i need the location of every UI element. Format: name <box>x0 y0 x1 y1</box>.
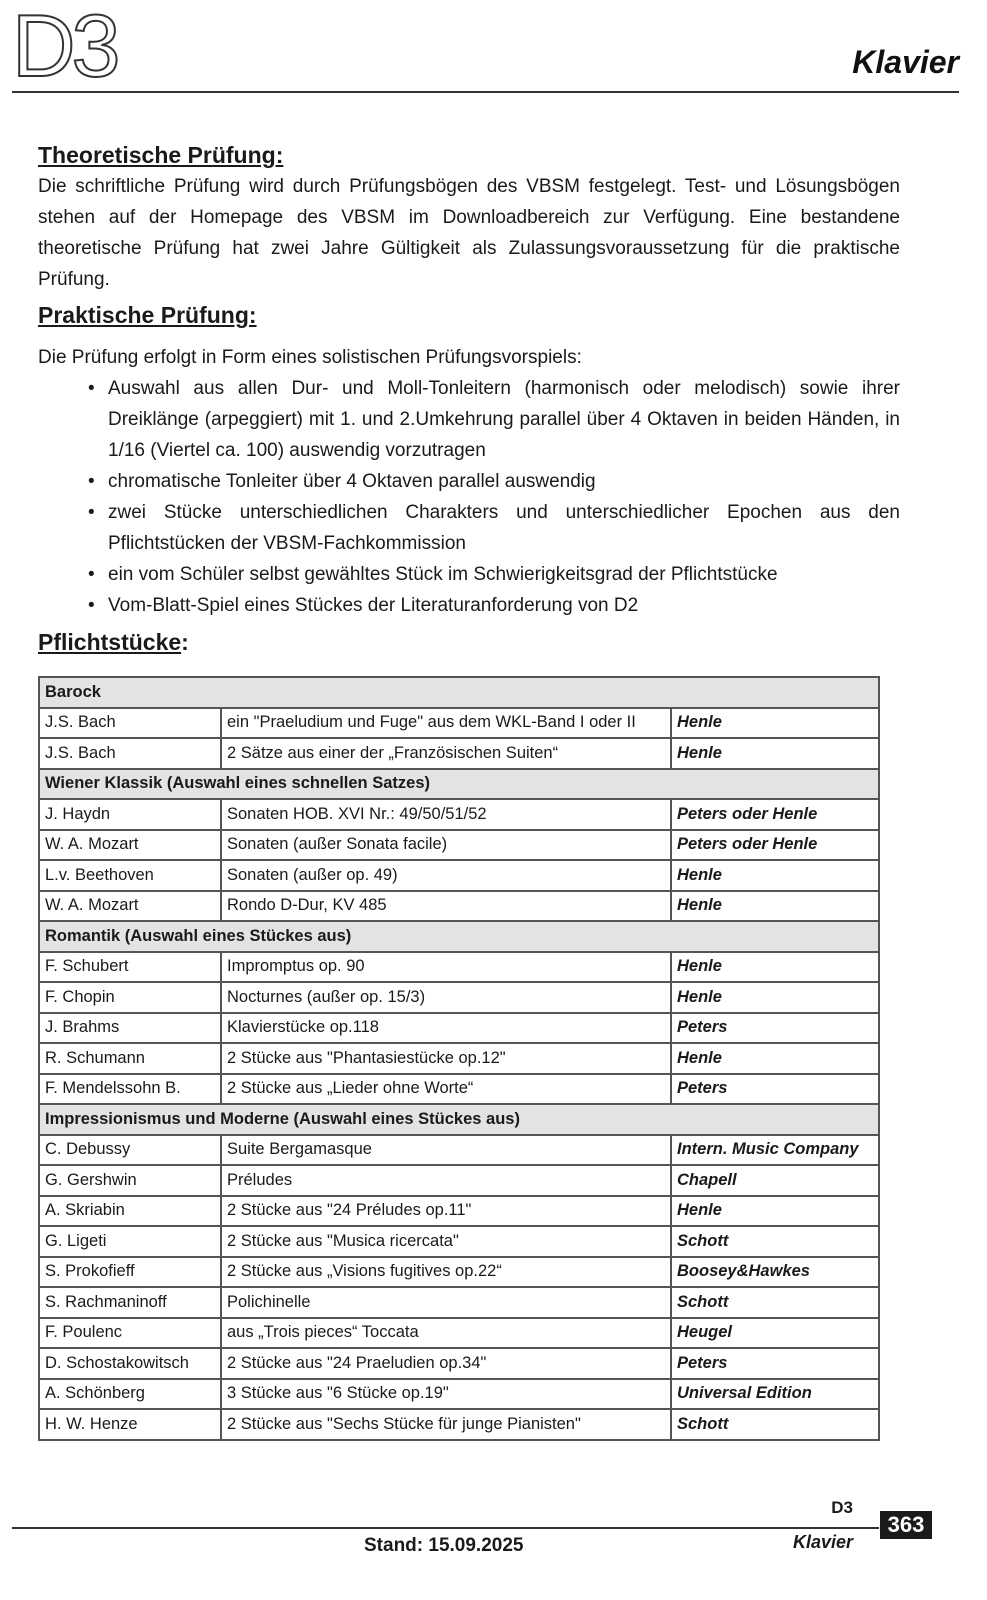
publisher-cell: Chapell <box>671 1165 879 1196</box>
category-name: Impressionismus und Moderne (Auswahl eines Stückes aus) <box>39 1104 879 1135</box>
page-number: 363 <box>880 1511 932 1539</box>
level-badge: D3 <box>12 0 117 95</box>
table-row <box>39 1257 879 1288</box>
work-cell: Sonaten (außer Sonata facile) <box>221 830 671 861</box>
work-cell: Klavierstücke op.118 <box>221 1013 671 1044</box>
work-cell: Polichinelle <box>221 1287 671 1318</box>
content <box>38 140 900 657</box>
work-cell: Suite Bergamasque <box>221 1135 671 1166</box>
table-row <box>39 860 879 891</box>
publisher-cell: Boosey&Hawkes <box>671 1257 879 1288</box>
publisher-cell: Schott <box>671 1287 879 1318</box>
composer-cell: G. Ligeti <box>39 1226 221 1257</box>
category-row <box>39 1104 879 1135</box>
list-item <box>88 590 900 621</box>
list-item-text: chromatische Tonleiter über 4 Oktaven parallel auswendig <box>108 471 596 492</box>
practice-heading: Praktische Prüfung: <box>38 302 257 328</box>
table-row <box>39 1226 879 1257</box>
composer-cell: W. A. Mozart <box>39 830 221 861</box>
list-item <box>88 559 900 590</box>
pieces-heading-colon: : <box>181 629 189 655</box>
work-cell: Impromptus op. 90 <box>221 952 671 983</box>
header-rule <box>12 91 959 93</box>
bullet-icon: • <box>88 595 95 616</box>
table-row <box>39 1348 879 1379</box>
publisher-cell: Intern. Music Company <box>671 1135 879 1166</box>
composer-cell: J.S. Bach <box>39 708 221 739</box>
work-cell: Préludes <box>221 1165 671 1196</box>
table-row <box>39 1135 879 1166</box>
publisher-cell: Henle <box>671 738 879 769</box>
publisher-cell: Henle <box>671 708 879 739</box>
bullet-icon: • <box>88 471 95 492</box>
composer-cell: S. Rachmaninoff <box>39 1287 221 1318</box>
list-item <box>88 497 900 559</box>
composer-cell: H. W. Henze <box>39 1409 221 1440</box>
table-row <box>39 1287 879 1318</box>
work-cell: Sonaten (außer op. 49) <box>221 860 671 891</box>
category-row <box>39 921 879 952</box>
list-item-text: zwei Stücke unterschiedlichen Charakters und unterschiedlicher Epochen aus den Pflichtstücken der VBSM-Fachkommission <box>108 502 900 554</box>
composer-cell: J.S. Bach <box>39 738 221 769</box>
table-row <box>39 738 879 769</box>
footer-level: D3 <box>831 1498 853 1517</box>
publisher-cell: Peters <box>671 1074 879 1105</box>
work-cell: aus „Trois pieces“ Toccata <box>221 1318 671 1349</box>
composer-cell: A. Skriabin <box>39 1196 221 1227</box>
composer-cell: R. Schumann <box>39 1043 221 1074</box>
composer-cell: F. Schubert <box>39 952 221 983</box>
work-cell: 2 Stücke aus "24 Praeludien op.34" <box>221 1348 671 1379</box>
table-row <box>39 982 879 1013</box>
table-row <box>39 708 879 739</box>
required-pieces-table <box>38 676 880 1441</box>
publisher-cell: Schott <box>671 1226 879 1257</box>
list-item-text: ein vom Schüler selbst gewähltes Stück im Schwierigkeitsgrad der Pflichtstücke <box>108 564 778 585</box>
publisher-cell: Henle <box>671 982 879 1013</box>
table-row <box>39 891 879 922</box>
table-row <box>39 1074 879 1105</box>
bullet-icon: • <box>88 378 95 399</box>
work-cell: 3 Stücke aus "6 Stücke op.19" <box>221 1379 671 1410</box>
work-cell: Nocturnes (außer op. 15/3) <box>221 982 671 1013</box>
list-item-text: Vom-Blatt-Spiel eines Stückes der Literaturanforderung von D2 <box>108 595 639 616</box>
table-row <box>39 1165 879 1196</box>
work-cell: Sonaten HOB. XVI Nr.: 49/50/51/52 <box>221 799 671 830</box>
practice-intro: Die Prüfung erfolgt in Form eines solistischen Prüfungsvorspiels: <box>38 347 582 368</box>
publisher-cell: Peters <box>671 1013 879 1044</box>
category-row <box>39 769 879 800</box>
publisher-cell: Henle <box>671 1043 879 1074</box>
table-row <box>39 799 879 830</box>
work-cell: 2 Stücke aus "Musica ricercata" <box>221 1226 671 1257</box>
composer-cell: F. Chopin <box>39 982 221 1013</box>
bullet-icon: • <box>88 564 95 585</box>
publisher-cell: Henle <box>671 860 879 891</box>
table-row <box>39 1013 879 1044</box>
bullet-icon: • <box>88 502 95 523</box>
work-cell: 2 Stücke aus "Phantasiestücke op.12" <box>221 1043 671 1074</box>
table-row <box>39 1409 879 1440</box>
composer-cell: S. Prokofieff <box>39 1257 221 1288</box>
category-name: Wiener Klassik (Auswahl eines schnellen Satzes) <box>39 769 879 800</box>
composer-cell: D. Schostakowitsch <box>39 1348 221 1379</box>
category-name: Barock <box>39 677 879 708</box>
composer-cell: F. Mendelssohn B. <box>39 1074 221 1105</box>
composer-cell: G. Gershwin <box>39 1165 221 1196</box>
publisher-cell: Peters oder Henle <box>671 830 879 861</box>
requirements-list <box>38 373 900 621</box>
table-row <box>39 952 879 983</box>
table-row <box>39 1196 879 1227</box>
footer-rule <box>12 1527 879 1529</box>
table-row <box>39 830 879 861</box>
publisher-cell: Henle <box>671 891 879 922</box>
theory-text: Die schriftliche Prüfung wird durch Prüfungsbögen des VBSM festgelegt. Test- und Lösungsbögen stehen auf der Homepage des VBSM im Downloadbereich zur Verfügung. Eine bestandene theoretische Prüfung hat zwei Jahre Gültigkeit als Zulassungsvoraussetzung für die praktische Prüfung. <box>38 176 900 290</box>
pieces-heading <box>38 627 900 657</box>
list-item <box>88 373 900 466</box>
list-item <box>88 466 900 497</box>
work-cell: 2 Stücke aus „Lieder ohne Worte“ <box>221 1074 671 1105</box>
composer-cell: J. Haydn <box>39 799 221 830</box>
composer-cell: C. Debussy <box>39 1135 221 1166</box>
work-cell: 2 Stücke aus "Sechs Stücke für junge Pianisten" <box>221 1409 671 1440</box>
work-cell: Rondo D-Dur, KV 485 <box>221 891 671 922</box>
work-cell: 2 Stücke aus "24 Préludes op.11" <box>221 1196 671 1227</box>
theory-heading: Theoretische Prüfung: <box>38 142 284 168</box>
composer-cell: A. Schönberg <box>39 1379 221 1410</box>
composer-cell: W. A. Mozart <box>39 891 221 922</box>
subject-title: Klavier <box>852 44 959 80</box>
table-row <box>39 1379 879 1410</box>
list-item-text: Auswahl aus allen Dur- und Moll-Tonleitern (harmonisch oder melodisch) sowie ihrer Dreiklänge (arpeggiert) mit 1. und 2.Umkehrung parallel über 4 Oktaven in beiden Händen, in 1/16 (Viertel ca. 100) auswendig vorzutragen <box>108 378 900 461</box>
publisher-cell: Heugel <box>671 1318 879 1349</box>
category-name: Romantik (Auswahl eines Stückes aus) <box>39 921 879 952</box>
table-row <box>39 1318 879 1349</box>
footer-date: Stand: 15.09.2025 <box>364 1535 524 1556</box>
footer-subject: Klavier <box>792 1532 853 1552</box>
pieces-heading-text: Pflichtstücke <box>38 629 182 655</box>
publisher-cell: Henle <box>671 952 879 983</box>
composer-cell: L.v. Beethoven <box>39 860 221 891</box>
work-cell: 2 Sätze aus einer der „Französischen Suiten“ <box>221 738 671 769</box>
publisher-cell: Schott <box>671 1409 879 1440</box>
work-cell: ein "Praeludium und Fuge" aus dem WKL-Band I oder II <box>221 708 671 739</box>
publisher-cell: Peters oder Henle <box>671 799 879 830</box>
composer-cell: J. Brahms <box>39 1013 221 1044</box>
publisher-cell: Henle <box>671 1196 879 1227</box>
composer-cell: F. Poulenc <box>39 1318 221 1349</box>
table-row <box>39 1043 879 1074</box>
publisher-cell: Universal Edition <box>671 1379 879 1410</box>
work-cell: 2 Stücke aus „Visions fugitives op.22“ <box>221 1257 671 1288</box>
category-row <box>39 677 879 708</box>
publisher-cell: Peters <box>671 1348 879 1379</box>
